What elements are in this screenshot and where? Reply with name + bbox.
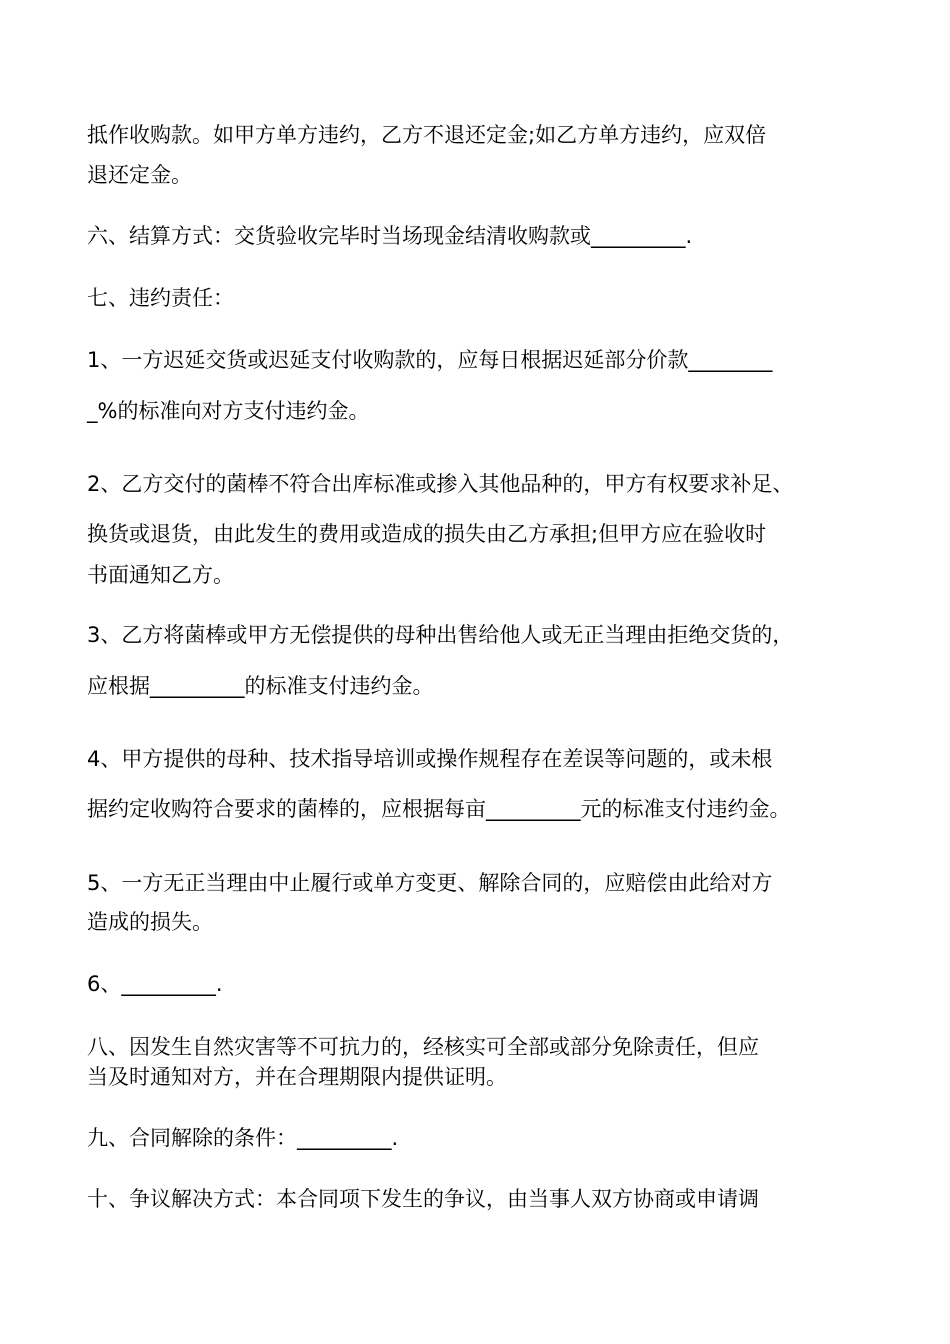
text-line: 七、违约责任： <box>87 286 234 310</box>
text-line: 抵作收购款。如甲方单方违约，乙方不退还定金;如乙方单方违约，应双倍 <box>87 123 767 147</box>
text-line: 6、_________. <box>87 972 223 996</box>
text-line: 造成的损失。 <box>87 910 213 934</box>
text-line: 4、甲方提供的母种、技术指导培训或操作规程存在差误等问题的，或未根 <box>87 747 773 771</box>
text-line: 九、合同解除的条件：_________. <box>87 1126 399 1150</box>
text-line: 5、一方无正当理由中止履行或单方变更、解除合同的，应赔偿由此给对方 <box>87 871 773 895</box>
text-line: 据约定收购符合要求的菌棒的，应根据每亩_________元的标准支付违约金。 <box>87 797 791 821</box>
text-line: 八、因发生自然灾害等不可抗力的，经核实可全部或部分免除责任，但应 <box>87 1035 759 1059</box>
text-line: 应根据_________的标准支付违约金。 <box>87 674 434 698</box>
text-line: 退还定金。 <box>87 163 192 187</box>
text-line: 3、乙方将菌棒或甲方无偿提供的母种出售给他人或无正当理由拒绝交货的， <box>87 623 794 647</box>
text-line: 六、结算方式：交货验收完毕时当场现金结清收购款或_________. <box>87 224 693 248</box>
text-line: 1、一方迟延交货或迟延支付收购款的，应每日根据迟延部分价款________ <box>87 348 773 372</box>
text-line: 当及时通知对方，并在合理期限内提供证明。 <box>87 1065 507 1089</box>
text-line: _%的标准向对方支付违约金。 <box>87 399 370 423</box>
text-line: 书面通知乙方。 <box>87 563 234 587</box>
text-line: 换货或退货，由此发生的费用或造成的损失由乙方承担;但甲方应在验收时 <box>87 522 767 546</box>
text-line: 2、乙方交付的菌棒不符合出库标准或掺入其他品种的，甲方有权要求补足、 <box>87 472 794 496</box>
text-line: 十、争议解决方式：本合同项下发生的争议，由当事人双方协商或申请调 <box>87 1187 759 1211</box>
